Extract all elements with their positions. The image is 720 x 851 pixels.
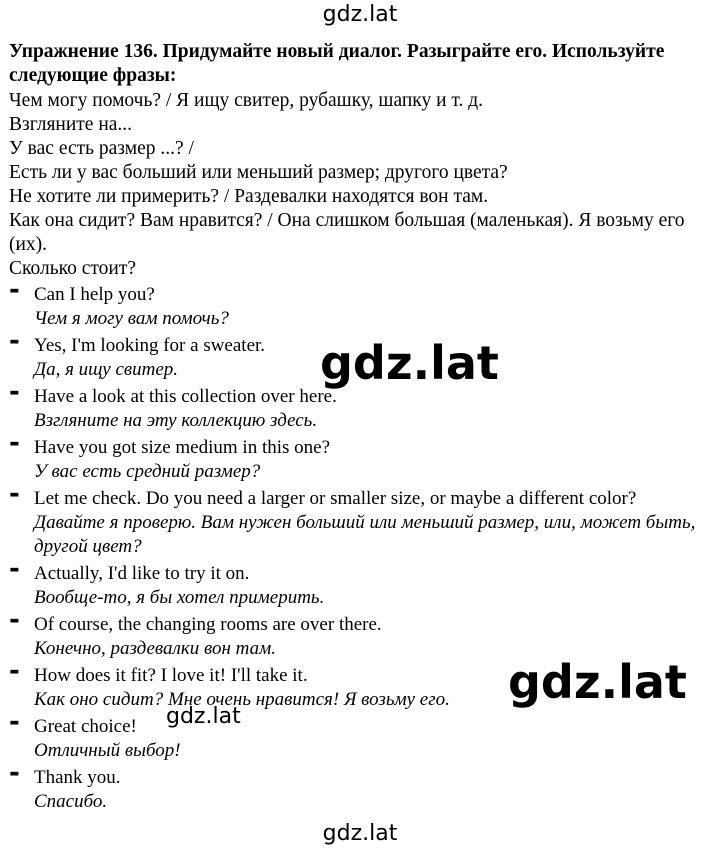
exercise-title: Упражнение 136. Придумайте новый диалог. Разыграйте его. Используйте следующие фразы: [9, 41, 665, 86]
english-line: Have a look at this collection over here. [34, 386, 337, 407]
english-line: Actually, I'd like to try it on. [34, 563, 250, 584]
dash-marker: - [9, 326, 20, 356]
dialog-turn [9, 758, 714, 814]
russian-translation: У вас есть средний размер? [34, 461, 261, 482]
dialog-turn [9, 377, 714, 433]
phrase-item: У вас есть размер ...? / [9, 138, 194, 159]
russian-translation: Давайте я проверю. Вам нужен больший или меньший размер, или, может быть, другой цвет? [34, 512, 696, 557]
phrase-item: Как она сидит? Вам нравится? / Она слишком большая (маленькая). Я возьму его (их). [9, 210, 685, 255]
watermark-large: gdz.lat [508, 655, 687, 709]
russian-translation: Чем я могу вам помочь? [34, 308, 229, 329]
phrase-item: Не хотите ли примерить? / Раздевалки находятся вон там. [9, 186, 489, 207]
dash-marker: - [9, 605, 20, 635]
russian-translation: Отличный выбор! [34, 740, 181, 761]
watermark-large: gdz.lat [320, 336, 499, 390]
dash-marker: - [9, 428, 20, 458]
english-line: Let me check. Do you need a larger or smaller size, or maybe a different color? [34, 488, 637, 509]
dash-marker: - [9, 707, 20, 737]
dash-marker: - [9, 554, 20, 584]
english-line: Of course, the changing rooms are over there. [34, 614, 382, 635]
dialog-turn [9, 554, 714, 610]
russian-translation: Как оно сидит? Мне очень нравится! Я возьму его. [34, 689, 450, 710]
russian-translation: Спасибо. [34, 791, 108, 812]
dialog-turn [9, 479, 714, 559]
english-line: Thank you. [34, 767, 121, 788]
dash-marker: - [9, 377, 20, 407]
watermark-top: gdz.lat [322, 2, 398, 27]
dash-marker: - [9, 656, 20, 686]
dash-marker: - [9, 479, 20, 509]
english-line: Great choice! [34, 716, 137, 737]
dialog-turn [9, 707, 714, 763]
phrase-list [9, 89, 714, 281]
russian-translation: Вообще-то, я бы хотел примерить. [34, 587, 325, 608]
phrase-item: Чем могу помочь? / Я ищу свитер, рубашку, шапку и т. д. [9, 90, 484, 111]
dialog-turn [9, 275, 714, 331]
english-line: Yes, I'm looking for a sweater. [34, 335, 266, 356]
english-line: Can I help you? [34, 284, 155, 305]
phrase-item: Сколько стоит? [9, 258, 136, 279]
phrase-item: Есть ли у вас больший или меньший размер; другого цвета? [9, 162, 508, 183]
phrase-item: Взгляните на... [9, 114, 133, 135]
dialog-turn [9, 605, 714, 661]
dash-marker: - [9, 275, 20, 305]
english-line: Have you got size medium in this one? [34, 437, 331, 458]
dash-marker: - [9, 758, 20, 788]
watermark-bottom: gdz.lat [322, 821, 398, 846]
watermark-small: gdz.lat [166, 704, 241, 729]
dialog-turn [9, 428, 714, 484]
english-line: How does it fit? I love it! I'll take it. [34, 665, 308, 686]
russian-translation: Да, я ищу свитер. [34, 359, 179, 380]
russian-translation: Взгляните на эту коллекцию здесь. [34, 410, 318, 431]
russian-translation: Конечно, раздевалки вон там. [34, 638, 276, 659]
